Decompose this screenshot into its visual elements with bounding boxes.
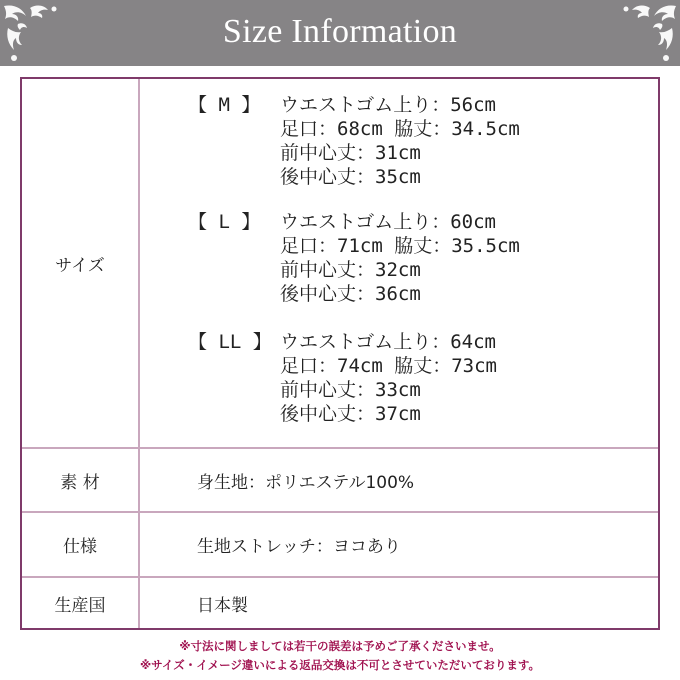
- row-value-spec: 生地ストレッチ：ヨコあり: [197, 537, 401, 557]
- spec-table: [20, 77, 660, 630]
- size-line: 前中心丈：33cm: [280, 379, 421, 401]
- table-row-origin: [22, 578, 658, 628]
- row-value-material: 身生地：ポリエステル100%: [197, 472, 415, 493]
- size-line: 前中心丈：31cm: [280, 142, 421, 164]
- table-row-material: [22, 449, 658, 511]
- page-title: Size Information: [222, 13, 458, 50]
- size-line: 足口：74cm 脇丈：73cm: [280, 355, 497, 377]
- row-label-spec: 仕様: [63, 537, 97, 557]
- size-tag: 【 LL 】: [188, 331, 272, 353]
- ornament-swirl-right-icon: [610, 0, 680, 66]
- footnote-tolerance: ※寸法に関しましては若干の誤差は予めご了承くださいませ。: [179, 639, 501, 653]
- table-row-spec: [22, 513, 658, 576]
- size-line: 足口：71cm 脇丈：35.5cm: [280, 235, 520, 257]
- footnote-returns: ※サイズ・イメージ違いによる返品交換は不可とさせていただいております。: [140, 658, 540, 672]
- row-value-origin: 日本製: [197, 595, 248, 616]
- size-line: 後中心丈：37cm: [280, 403, 421, 425]
- row-label-origin: 生産国: [54, 595, 106, 616]
- size-line: ウエストゴム上り：60cm: [280, 211, 496, 233]
- size-line: 前中心丈：32cm: [280, 259, 421, 281]
- size-tag: 【 L 】: [188, 211, 261, 233]
- size-line: 後中心丈：35cm: [280, 166, 421, 188]
- size-tag: 【 M 】: [188, 94, 261, 116]
- row-label-material: 素 材: [60, 472, 100, 493]
- header-banner: [0, 0, 680, 66]
- size-line: ウエストゴム上り：56cm: [280, 94, 496, 116]
- row-label-size: サイズ: [55, 255, 105, 276]
- size-line: ウエストゴム上り：64cm: [280, 331, 496, 353]
- size-line: 後中心丈：36cm: [280, 283, 421, 305]
- size-line: 足口：68cm 脇丈：34.5cm: [280, 118, 520, 140]
- table-row-size: [22, 79, 658, 447]
- footnotes: [0, 637, 680, 675]
